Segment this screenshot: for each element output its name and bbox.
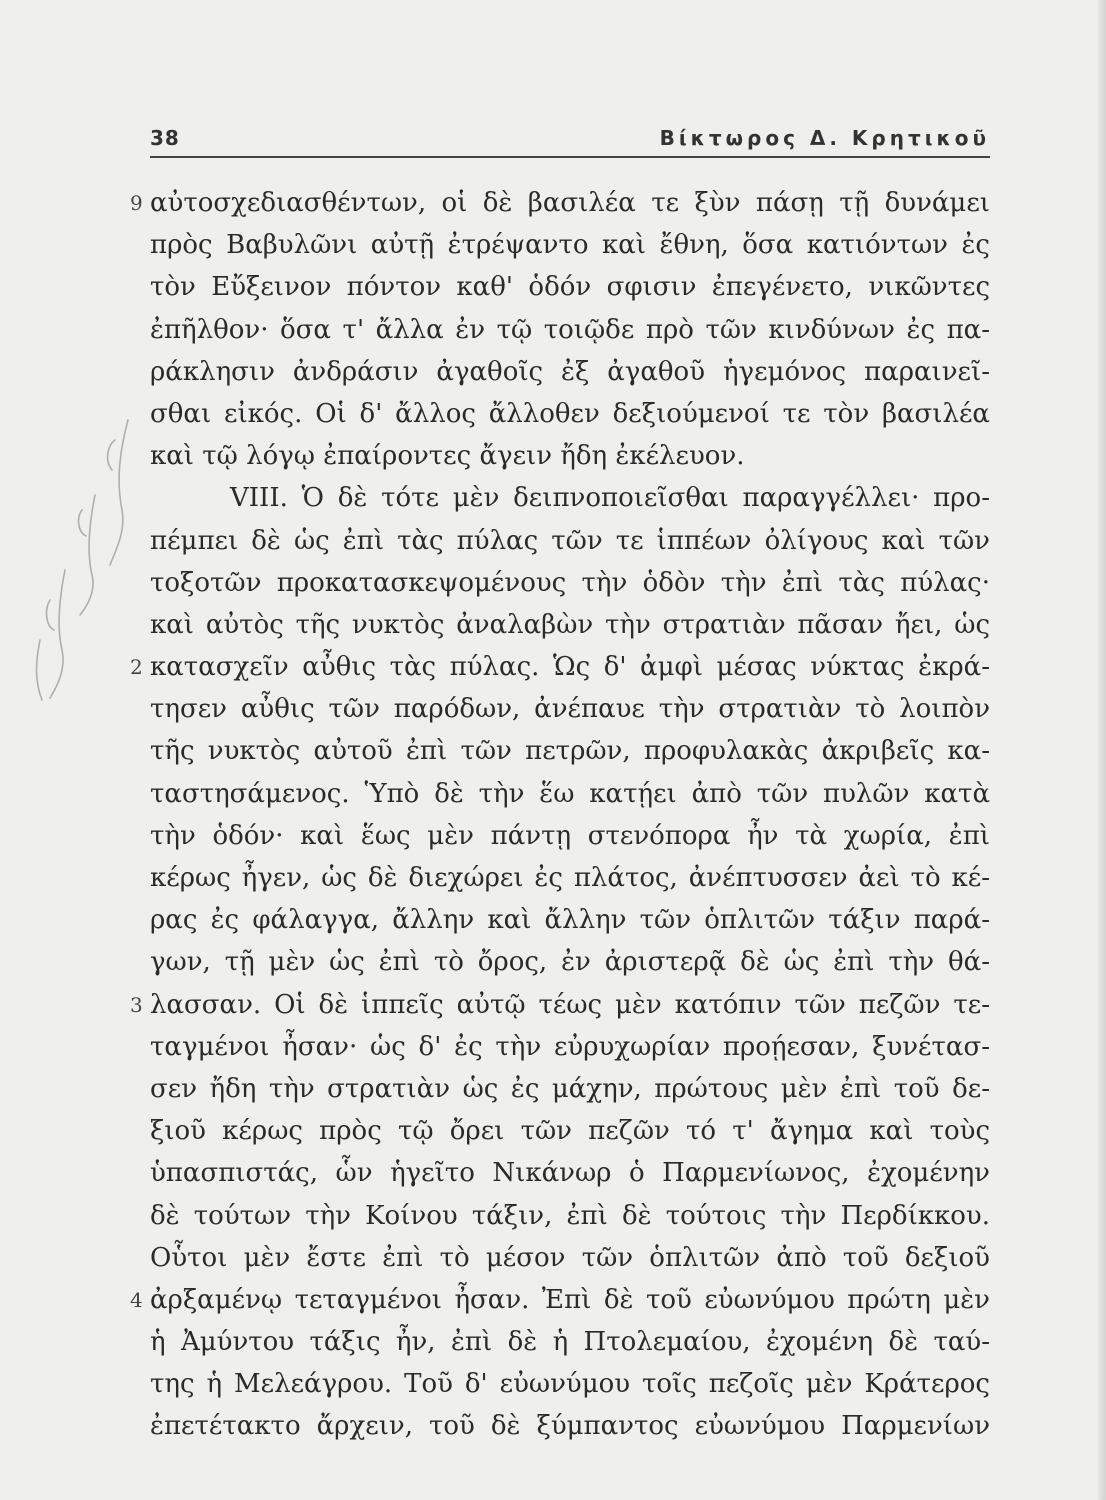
page-edge	[1098, 0, 1106, 1500]
line-text: σθαι εἰκός. Οἱ δ' ἄλλος ἄλλοθεν δεξιούμενοί τε τὸν βασιλέα	[150, 398, 990, 429]
text-line	[150, 1068, 990, 1110]
text-line	[150, 1363, 990, 1405]
text-line	[130, 1279, 990, 1321]
line-text: ρας ἐς φάλαγγα, ἄλλην καὶ ἄλλην τῶν ὁπλιτῶν τάξιν παρά-	[150, 905, 990, 936]
running-head: Βίκτωρος Δ. Κρητικοῦ	[659, 126, 990, 150]
line-text: ταστησάμενος. Ὑπὸ δὲ τὴν ἕω κατῄει ἀπὸ τῶν πυλῶν κατὰ	[150, 778, 990, 809]
section-number: 4	[130, 1287, 143, 1312]
line-text: ἐπετέτακτο ἄρχειν, τοῦ δὲ ξύμπαντος εὐωνύμου Παρμενίων	[150, 1411, 990, 1442]
text-line	[150, 309, 990, 351]
text-line	[130, 984, 990, 1026]
text-line	[150, 477, 990, 519]
text-line	[150, 520, 990, 562]
line-text: λασσαν. Οἱ δὲ ἱππεῖς αὐτῷ τέως μὲν κατόπιν τῶν πεζῶν τε-	[150, 989, 990, 1020]
text-line	[150, 899, 990, 941]
line-text: ράκλησιν ἀνδράσιν ἀγαθοῖς ἐξ ἀγαθοῦ ἡγεμόνος παραινεῖ-	[150, 356, 990, 387]
text-line	[150, 1321, 990, 1363]
text-line	[150, 266, 990, 308]
text-line	[130, 646, 990, 688]
line-text: VIII. Ὁ δὲ τότε μὲν δειπνοποιεῖσθαι παραγγέλλει· προ-	[230, 483, 990, 514]
line-text: δὲ τούτων τὴν Κοίνου τάξιν, ἐπὶ δὲ τούτοις τὴν Περδίκκου.	[150, 1200, 990, 1231]
line-text: ἐπῆλθον· ὅσα τ' ἄλλα ἐν τῷ τοιῷδε πρὸ τῶν κινδύνων ἐς πα-	[150, 314, 990, 345]
line-text: καὶ τῷ λόγῳ ἐπαίροντες ἄγειν ἤδη ἐκέλευον.	[150, 441, 745, 472]
line-text: ὑπασπιστάς, ὧν ἡγεῖτο Νικάνωρ ὁ Παρμενίωνος, ἐχομένην	[150, 1158, 990, 1189]
line-text: ξιοῦ κέρως πρὸς τῷ ὄρει τῶν πεζῶν τό τ' ἄγημα καὶ τοὺς	[150, 1116, 990, 1147]
line-text: σεν ἤδη τὴν στρατιὰν ὡς ἐς μάχην, πρώτους μὲν ἐπὶ τοῦ δε-	[150, 1073, 990, 1104]
text-line	[150, 688, 990, 730]
text-line	[150, 857, 990, 899]
line-text: τοξοτῶν προκατασκεψομένους τὴν ὁδὸν τὴν ἐπὶ τὰς πύλας·	[150, 567, 990, 598]
text-line	[150, 730, 990, 772]
line-text: τησεν αὖθις τῶν παρόδων, ἀνέπαυε τὴν στρατιὰν τὸ λοιπὸν	[150, 694, 990, 725]
line-text: ταγμένοι ἦσαν· ὡς δ' ἐς τὴν εὐρυχωρίαν προῄεσαν, ξυνέτασ-	[150, 1031, 990, 1062]
line-text: γων, τῇ μὲν ὡς ἐπὶ τὸ ὄρος, ἐν ἀριστερᾷ δὲ ὡς ἐπὶ τὴν θά-	[150, 947, 990, 978]
line-text: κέρως ἦγεν, ὡς δὲ διεχώρει ἐς πλάτος, ἀνέπτυσσεν ἀεὶ τὸ κέ-	[150, 863, 990, 893]
text-line	[150, 941, 990, 983]
text-line	[150, 351, 990, 393]
line-text: ἡ Ἀμύντου τάξις ἦν, ἐπὶ δὲ ἡ Πτολεμαίου, ἐχομένη δὲ ταύ-	[150, 1327, 990, 1358]
line-text: αὐτοσχεδιασθέντων, οἱ δὲ βασιλέα τε ξὺν πάσῃ τῇ δυνάμει	[150, 188, 990, 218]
section-number: 3	[130, 992, 143, 1017]
line-text: τὴν ὁδόν· καὶ ἕως μὲν πάντῃ στενόπορα ἦν τὰ χωρία, ἐπὶ	[150, 820, 990, 851]
text-line	[150, 773, 990, 815]
text-line	[150, 435, 990, 477]
text-line	[150, 562, 990, 604]
text-line	[150, 393, 990, 435]
text-line	[150, 1405, 990, 1447]
handwritten-margin-mark	[20, 400, 140, 720]
line-text: καὶ αὐτὸς τῆς νυκτὸς ἀναλαβὼν τὴν στρατιὰν πᾶσαν ἤει, ὡς	[150, 609, 990, 640]
line-text: πρὸς Βαβυλῶνι αὐτῇ ἐτρέψαντο καὶ ἔθνη, ὅσα κατιόντων ἐς	[150, 230, 990, 261]
text-line	[150, 1026, 990, 1068]
text-line	[150, 1237, 990, 1279]
line-text: ἀρξαμένῳ τεταγμένοι ἦσαν. Ἐπὶ δὲ τοῦ εὐωνύμου πρώτη μὲν	[150, 1284, 990, 1315]
line-text: τῆς νυκτὸς αὐτοῦ ἐπὶ τῶν πετρῶν, προφυλακὰς ἀκριβεῖς κα-	[150, 736, 990, 767]
section-number: 9	[130, 191, 143, 215]
text-line	[150, 1195, 990, 1237]
line-text: πέμπει δὲ ὡς ἐπὶ τὰς πύλας τῶν τε ἱππέων ὀλίγους καὶ τῶν	[150, 525, 990, 556]
text-line	[150, 1152, 990, 1194]
line-text: κατασχεῖν αὖθις τὰς πύλας. Ὡς δ' ἀμφὶ μέσας νύκτας ἐκρά-	[150, 652, 990, 683]
text-line	[150, 815, 990, 857]
text-line	[130, 182, 990, 224]
line-text: Οὗτοι μὲν ἔστε ἐπὶ τὸ μέσον τῶν ὁπλιτῶν ἀπὸ τοῦ δεξιοῦ	[150, 1242, 990, 1273]
text-line	[150, 1110, 990, 1152]
body-text	[130, 182, 990, 1448]
page-header	[150, 122, 990, 158]
page-number: 38	[150, 126, 180, 150]
text-line	[150, 224, 990, 266]
line-text: τὸν Εὔξεινον πόντον καθ' ὁδόν σφισιν ἐπεγένετο, νικῶντες	[150, 272, 990, 303]
line-text: της ἡ Μελεάγρου. Τοῦ δ' εὐωνύμου τοῖς πεζοῖς μὲν Κράτερος	[150, 1369, 990, 1400]
text-line	[150, 604, 990, 646]
section-number: 2	[130, 655, 143, 680]
